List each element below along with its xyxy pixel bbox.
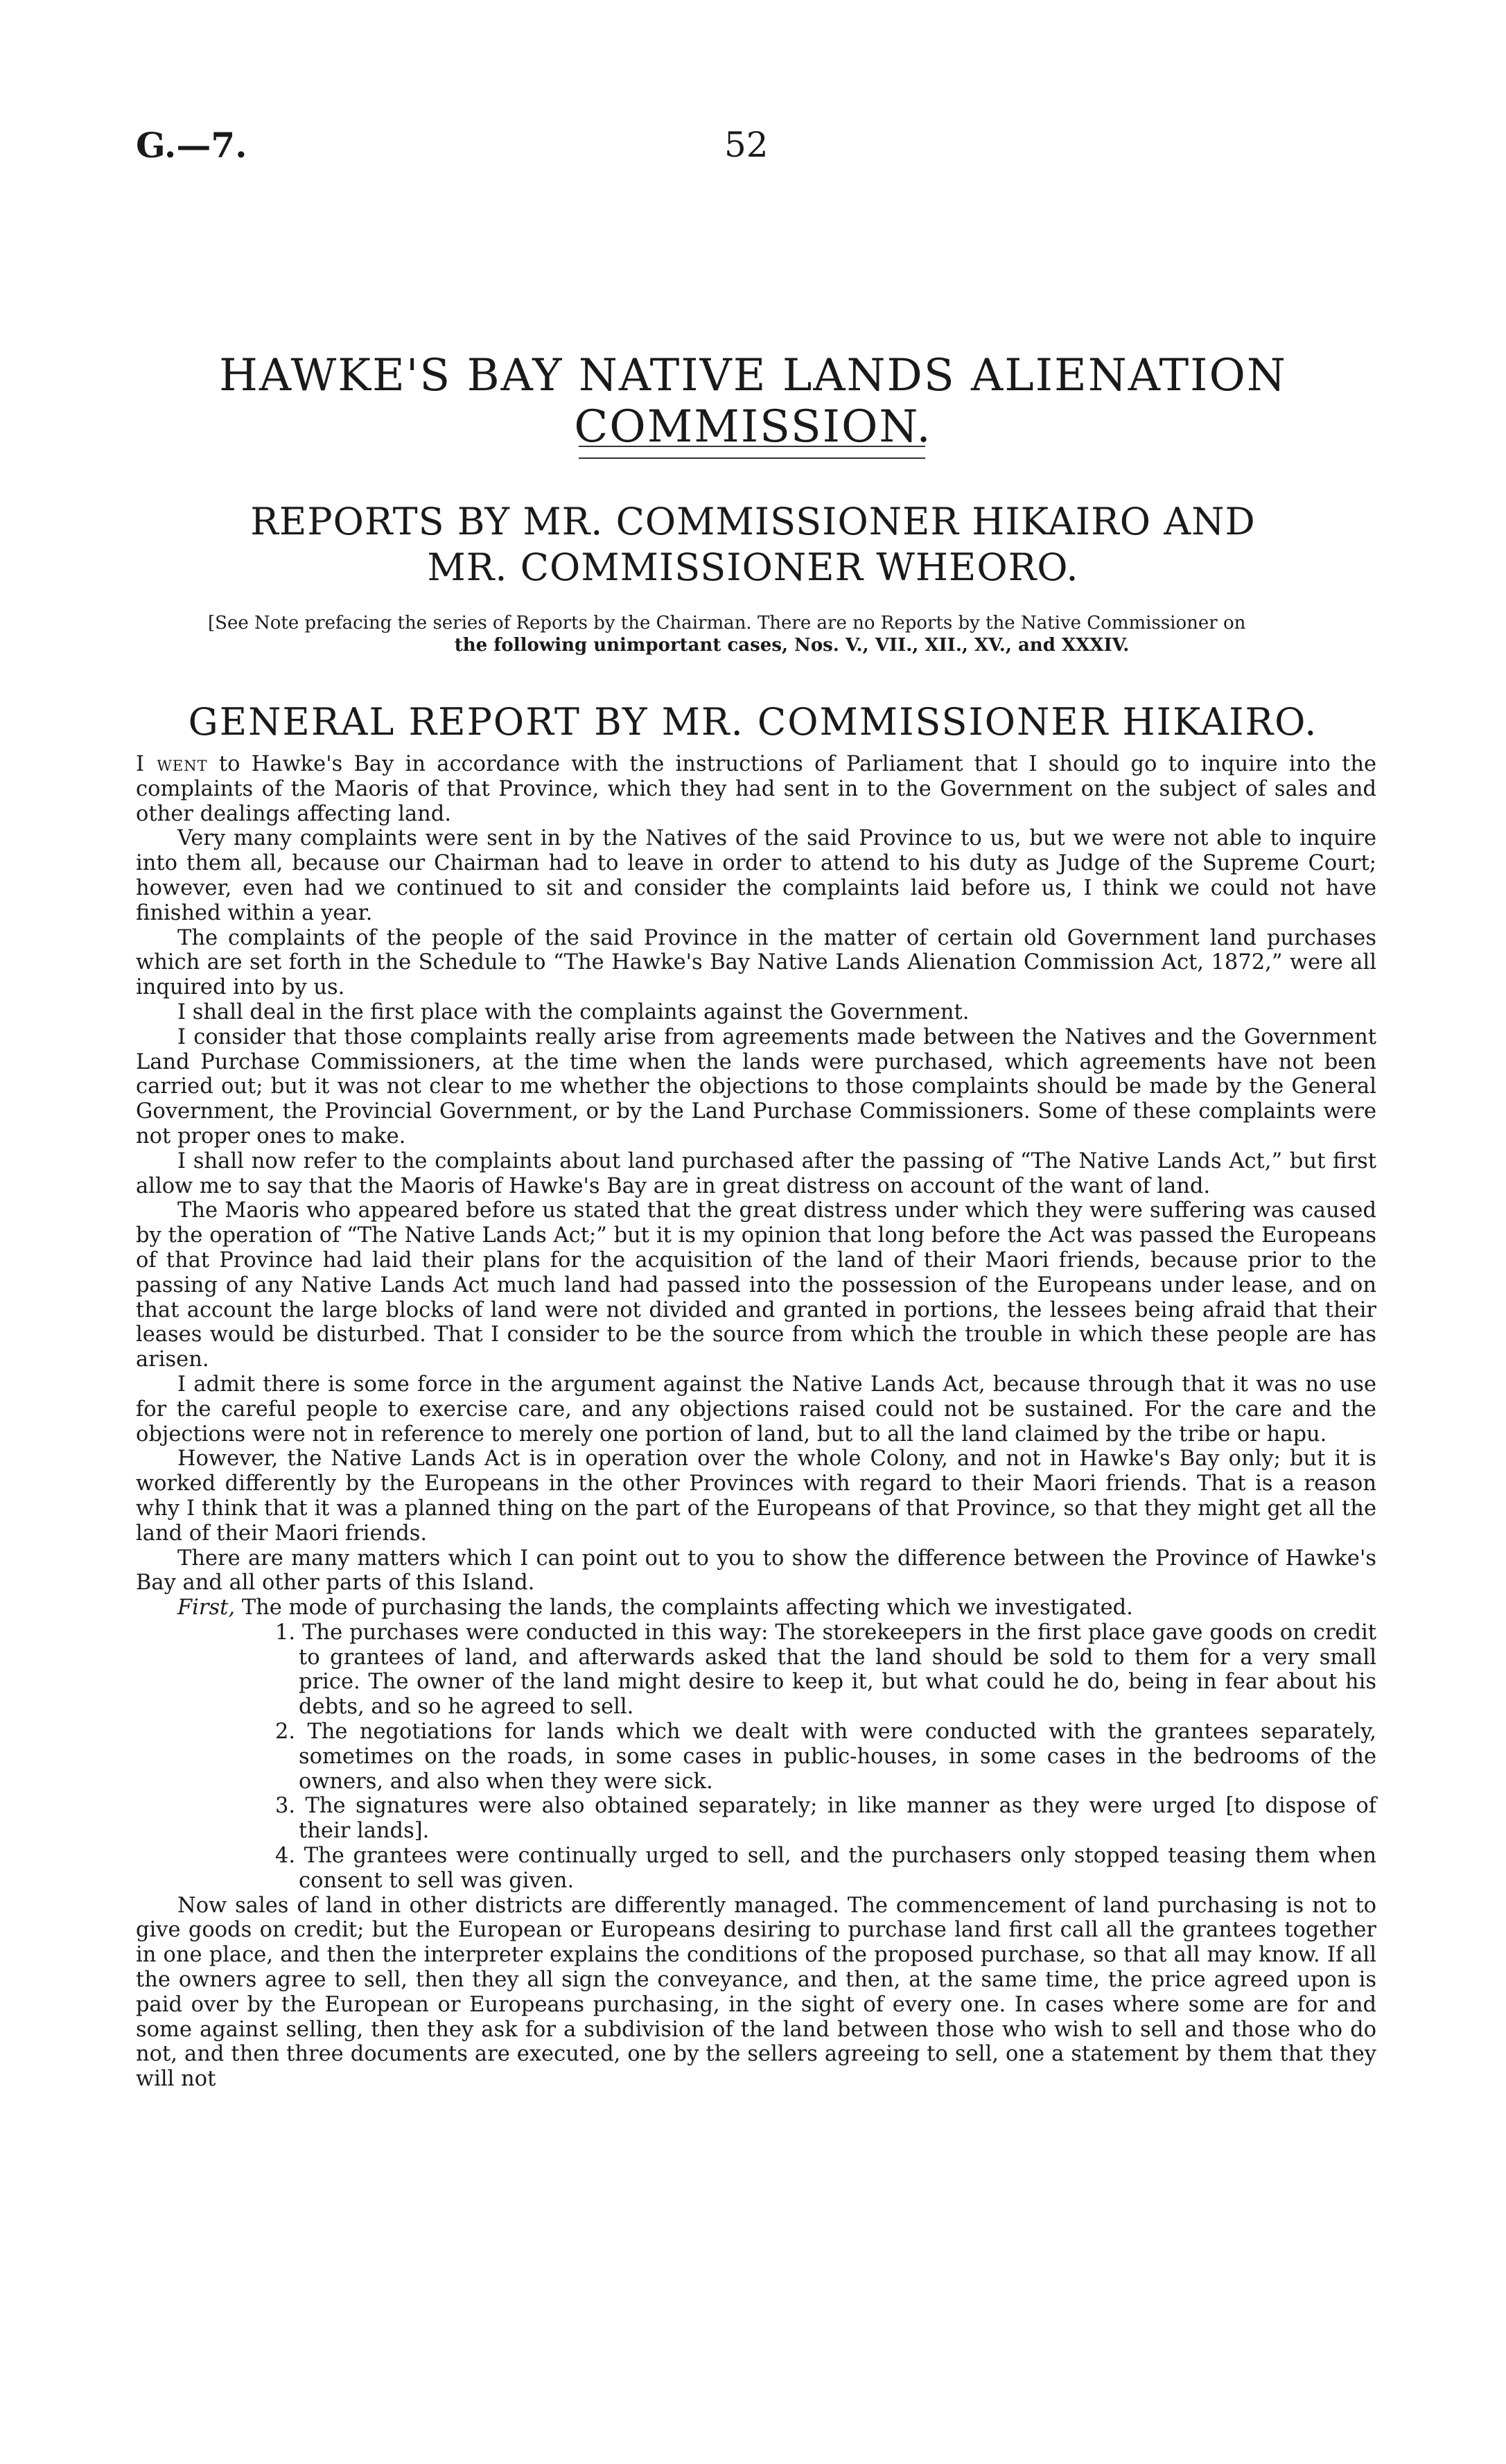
lead-words: First,	[177, 1596, 236, 1620]
paragraph: However, the Native Lands Act is in operation over the whole Colony, and not in Hawke's Bay only; but it is worked differently by the Europeans in the other Provinces with regard to their Maori friends. That is a reason why I think that it was a planned thing on the part of the Europeans of that Province, so that they might get all the land of their Maori friends.	[136, 1447, 1376, 1546]
title-rule	[579, 457, 925, 459]
editorial-note	[208, 612, 1376, 656]
document-title: HAWKE'S BAY NATIVE LANDS ALIENATION COMMISSION.	[219, 350, 1287, 453]
paragraph: Very many complaints were sent in by the Natives of the said Province to us, but we were not able to inquire into them all, because our Chairman had to leave in order to attend to his duty as Judge of the Supreme Court; however, even had we continued to sit and consider the complaints laid before us, I think we could not have finished within a year.	[136, 826, 1376, 925]
page-number: 52	[724, 125, 769, 165]
list-item: 3. The signatures were also obtained separately; in like manner as they were urged [to dispose of their lands].	[275, 1794, 1376, 1844]
section-heading: GENERAL REPORT BY MR. COMMISSIONER HIKAIRO.	[188, 700, 1318, 744]
paragraph: I shall now refer to the complaints about land purchased after the passing of “The Native Lands Act,” but first allow me to say that the Maoris of Hawke's Bay are in great distress on account of the want of land.	[136, 1148, 1376, 1198]
subtitle-line: MR. COMMISSIONER WHEORO.	[427, 545, 1079, 589]
paragraph: I shall deal in the first place with the complaints against the Government.	[177, 999, 970, 1024]
paragraph: Now sales of land in other districts are differently managed. The commencement of land purchasing is not to give goods on credit; but the European or Europeans desiring to purchase land first call all the grantees together in one place, and then the interpreter explains the conditions of the proposed purchase, so that all may know. If all the owners agree to sell, then they all sign the conveyance, and then, at the same time, the price agreed upon is paid over by the European or Europeans purchasing, in the sight of every one. In cases where some are for and some against selling, then they ask for a subdivision of the land between those who wish to sell and those who do not, and then three documents are executed, one by the sellers agreeing to sell, one a statement by them that they will not	[136, 1893, 1376, 2092]
paragraph: The Maoris who appeared before us stated that the great distress under which they were suffering was caused by the operation of “The Native Lands Act;” but it is my opinion that long before the Act was passed the Europeans of that Province had laid their plans for the acquisition of the land of their Maori friends, because prior to the passing of any Native Lands Act much land had passed into the possession of the Europeans under lease, and on that account the large blocks of land were not divided and granted in portions, the lessees being afraid that their leases would be disturbed. That I consider to be the source from which the trouble in which these people are has arisen.	[136, 1198, 1376, 1372]
lead-words: I went	[136, 752, 208, 776]
paragraph: I went to Hawke's Bay in accordance with the instructions of Parliament that I should go to inquire into the complaints of the Maoris of that Province, which they had sent in to the Government on the subject of sales and other dealings affecting land.	[136, 752, 1377, 826]
list-item: 1. The purchases were conducted in this way: The storekeepers in the first place gave goods on credit to grantees of land, and afterwards asked that the land should be sold to them for a very small price. The owner of the land might desire to keep it, but what could he do, being in fear about his debts, and so he agreed to sell.	[275, 1620, 1376, 1720]
list-item: 2. The negotiations for lands which we dealt with were conducted with the grantees separately, sometimes on the roads, in some cases in public-houses, in some cases in the bedrooms of the owners, and also when they were sick.	[275, 1720, 1376, 1794]
subtitle-line: REPORTS BY MR. COMMISSIONER HIKAIRO AND	[250, 500, 1256, 543]
paragraph: There are many matters which I can point out to you to show the difference between the Province of Hawke's Bay and all other parts of this Island.	[136, 1546, 1376, 1596]
report-body	[136, 752, 1376, 2092]
paper-reference: G.—7.	[136, 125, 247, 166]
title-rule	[579, 446, 925, 447]
paragraph: First, The mode of purchasing the lands, the complaints affecting which we investigated.	[177, 1596, 1133, 1620]
document-subtitle	[104, 499, 1402, 591]
paragraph: The complaints of the people of the said Province in the matter of certain old Government land purchases which are set forth in the Schedule to “The Hawke's Bay Native Lands Alienation Commission Act, 1872,” were all inquired into by us.	[136, 925, 1376, 1000]
paragraph: I consider that those complaints really arise from agreements made between the Natives and the Government Land Purchase Commissioners, at the time when the lands were purchased, which agreements have not been carried out; but it was not clear to me whether the objections to those complaints should be made by the General Government, the Provincial Government, or by the Land Purchase Commissioners. Some of these complaints were not proper ones to make.	[136, 1024, 1376, 1148]
note-text: the following unimportant cases, Nos. V., VII., XII., XV., and XXXIV.	[454, 635, 1130, 656]
list-item: 4. The grantees were continually urged to sell, and the purchasers only stopped teasing them when consent to sell was given.	[275, 1844, 1376, 1893]
paragraph: I admit there is some force in the argument against the Native Lands Act, because through that it was no use for the careful people to exercise care, and any objections raised could not be sustained. For the care and the objections were not in reference to merely one portion of land, but to all the land claimed by the tribe or hapu.	[136, 1372, 1376, 1447]
note-text: [See Note prefacing the series of Reports by the Chairman. There are no Reports by the Native Commissioner on	[208, 613, 1246, 634]
